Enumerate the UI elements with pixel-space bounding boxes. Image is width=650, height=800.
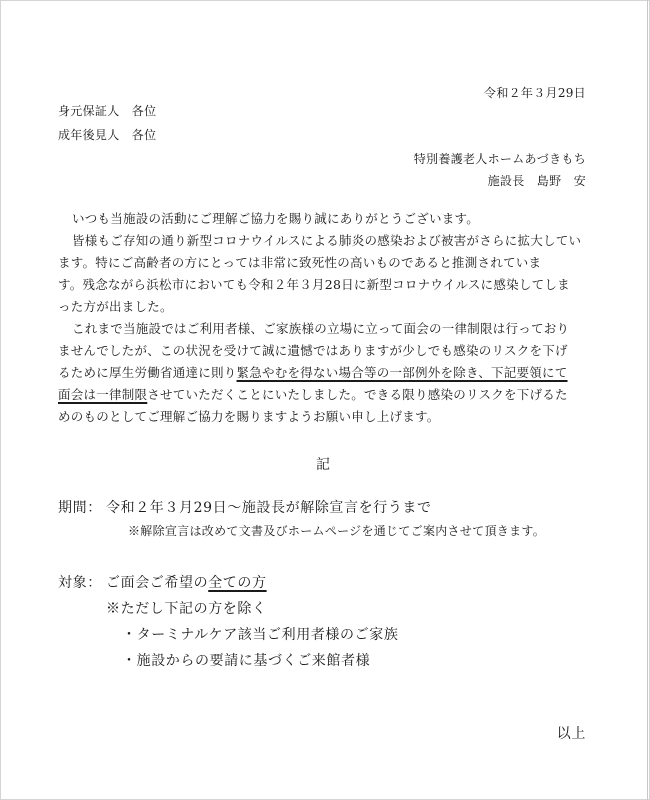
document-date: 令和２年３月29日	[484, 86, 586, 100]
paragraph-situation-line: った方が出ました。	[58, 299, 173, 314]
paragraph-situation-line: 皆様もご存知の通り新型コロナウイルスによる肺炎の感染および被害がさらに拡大してい	[72, 233, 582, 248]
sender-organization: 特別養護老人ホームあづきもち	[413, 152, 586, 166]
recipient-guardian: 成年後見人 各位	[58, 128, 157, 142]
paragraph-situation-line: ます。特にご高齢者の方にとっては非常に致死性の高いものであると推測されていま	[58, 255, 542, 270]
paragraph-policy-line: これまで当施設ではご利用者様、ご家族様の立場に立って面会の一律制限は行っており	[72, 321, 570, 336]
paragraph-situation-line: す。残念ながら浜松市においても令和２年３月28日に新型コロナウイルスに感染してしま	[58, 277, 570, 292]
visit-restriction-emphasis: 面会は一律制限	[58, 387, 148, 402]
page-edge	[647, 0, 648, 800]
policy-exception-emphasis: 緊急やむを得ない場合等の一部例外を除き、下記要領にて	[236, 365, 568, 380]
target-all-emphasis: 全ての方	[208, 575, 267, 591]
paragraph-policy-line	[58, 362, 596, 384]
policy-text: させていただくことにいたしました。できる限り感染のリスクを下げるた	[147, 387, 568, 402]
period-note: ※解除宣言は改めて文書及びホームページを通じてご案内させて頂きます。	[128, 524, 546, 538]
target-label: 対象：	[58, 575, 102, 591]
period-label: 期間：	[58, 500, 102, 516]
exception-note: ※ただし下記の方を除く	[106, 601, 267, 617]
exception-item: ・施設からの要請に基づくご来館者様	[122, 653, 371, 669]
notice-heading: 記	[316, 457, 331, 473]
policy-text: るために厚生労働省通達に則り	[58, 365, 237, 380]
period-value: 令和２年３月29日～施設長が解除宣言を行うまで	[106, 500, 432, 516]
closing-mark: 以上	[556, 726, 586, 742]
target-value	[106, 572, 267, 592]
paragraph-greeting: いつも当施設の活動にご理解ご協力を賜り誠にありがとうございます。	[72, 211, 480, 226]
sender-name: 施設長 島野 安	[487, 174, 586, 188]
paragraph-policy-line	[58, 384, 596, 406]
paragraph-policy-line: めのものとしてご理解ご協力を賜りますようお願い申し上げます。	[58, 409, 440, 424]
exception-item: ・ターミナルケア該当ご利用者様のご家族	[122, 627, 399, 643]
paragraph-policy-line: ませんでしたが、この状況を受けて誠に遺憾ではありますが少しでも感染のリスクを下げ	[58, 343, 568, 358]
recipient-guarantor: 身元保証人 各位	[58, 104, 157, 118]
target-text: ご面会ご希望の	[106, 575, 209, 591]
